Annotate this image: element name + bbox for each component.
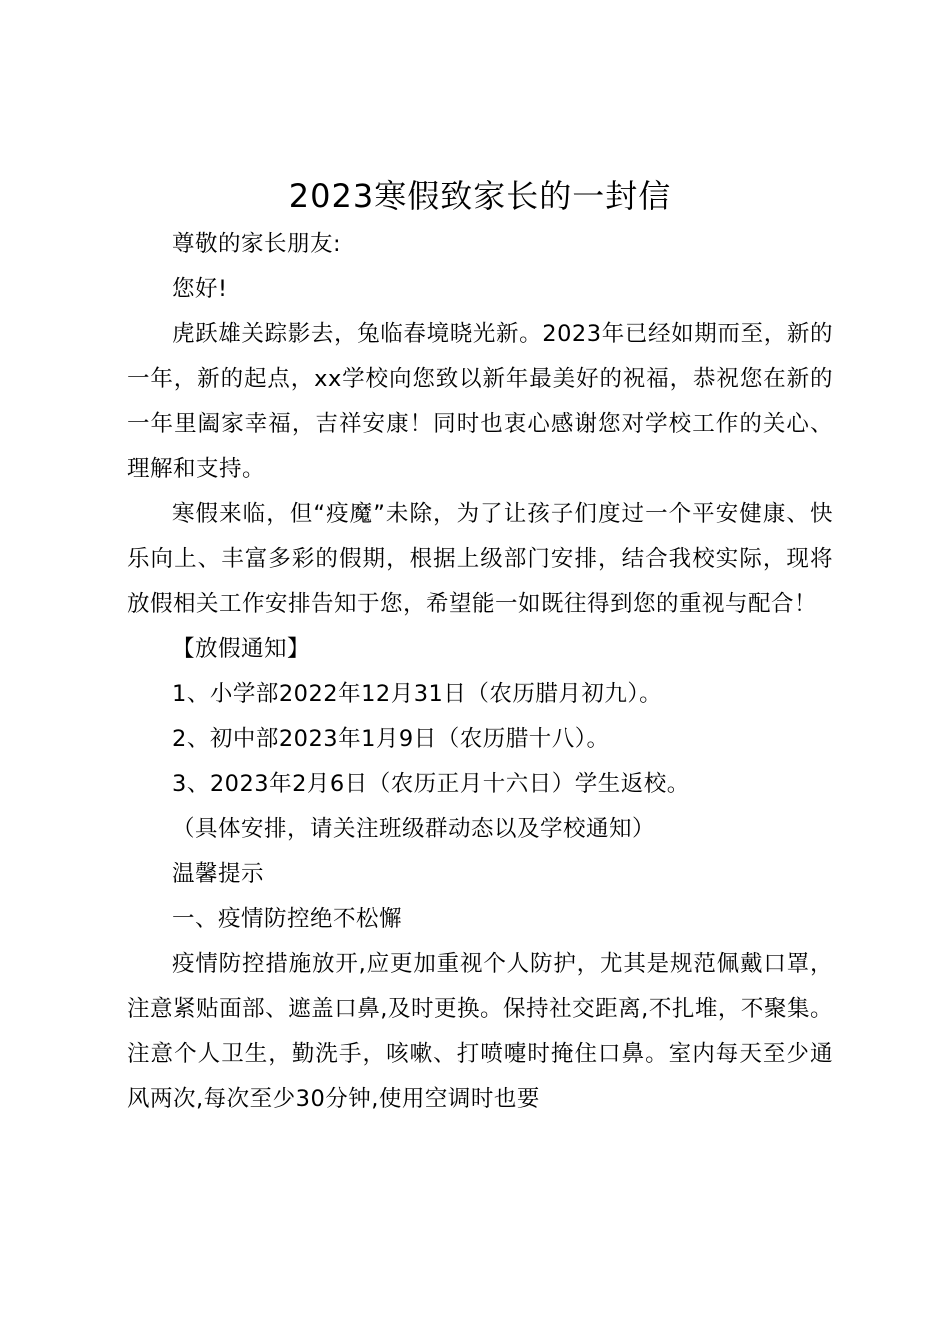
notice-remark: （具体安排，请关注班级群动态以及学校通知） [172, 816, 656, 842]
greeting: 您好! [172, 276, 228, 302]
salutation: 尊敬的家长朋友: [172, 231, 342, 257]
section-1-paragraph: 疫情防控措施放开,应更加重视个人防护，尤其是规范佩戴口罩，注意紧贴面部、遮盖口鼻,及时更换。保持社交距离,不扎堆，不聚集。注意个人卫生，勤洗手，咳嗽、打喷嚏时掩住口鼻。室内每天至少通风两次,每次至少30分钟,使用空调时也要 [127, 951, 833, 1112]
section-1-heading: 一、疫情防控绝不松懈 [172, 906, 403, 932]
document-page [127, 170, 833, 1122]
tips-heading: 温馨提示 [172, 861, 265, 887]
notice-item-3: 3、2023年2月6日（农历正月十六日）学生返校。 [172, 771, 690, 797]
winter-break-paragraph: 寒假来临，但“疫魔”未除，为了让孩子们度过一个平安健康、快乐向上、丰富多彩的假期，根据上级部门安排，结合我校实际，现将放假相关工作安排告知于您，希望能一如既往得到您的重视与配合！ [127, 501, 833, 617]
notice-item-1: 1、小学部2022年12月31日（农历腊月初九）。 [172, 681, 663, 707]
new-year-paragraph: 虎跃雄关踪影去，兔临春境晓光新。2023年已经如期而至，新的一年，新的起点，xx学校向您致以新年最美好的祝福，恭祝您在新的一年里阖家幸福，吉祥安康！同时也衷心感谢您对学校工作的关心、理解和支持。 [127, 321, 833, 482]
document-title: 2023寒假致家长的一封信 [288, 177, 672, 215]
notice-item-2: 2、初中部2023年1月9日（农历腊十八）。 [172, 726, 610, 752]
holiday-notice-heading: 【放假通知】 [172, 636, 311, 662]
